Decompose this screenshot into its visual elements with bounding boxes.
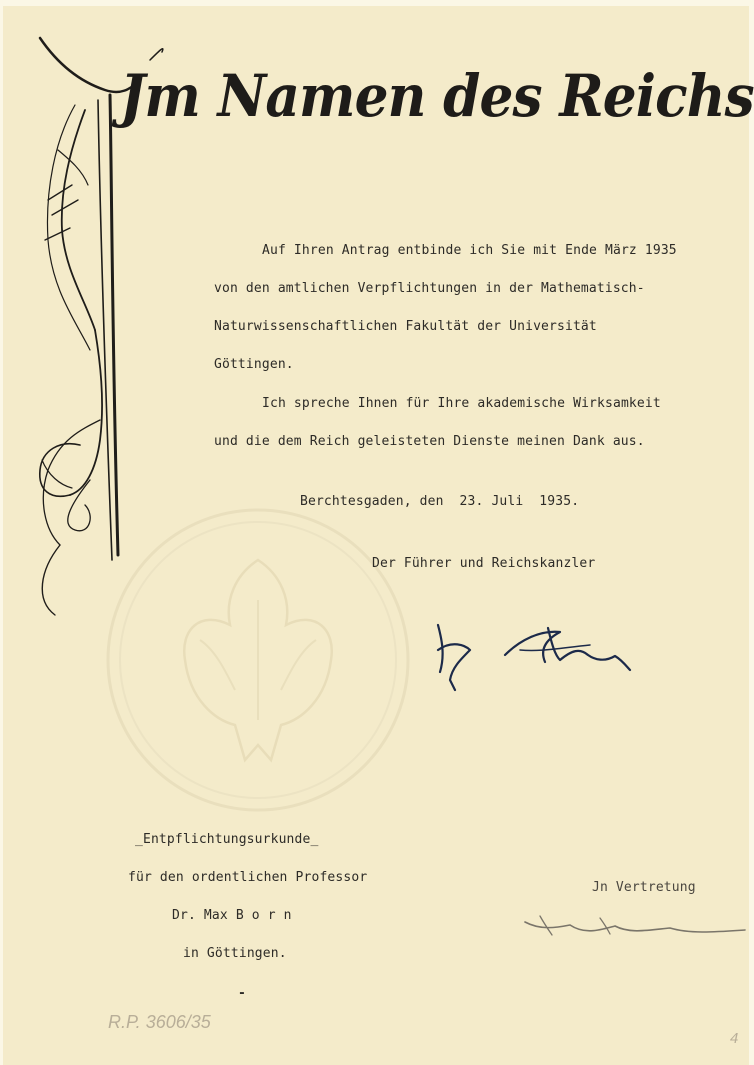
corner-mark-pencil: 4 xyxy=(730,1030,739,1047)
place-and-date: Berchtesgaden, den 23. Juli 1935. xyxy=(300,494,580,509)
signatory-title: Der Führer und Reichskanzler xyxy=(372,556,596,571)
body-line-1: Auf Ihren Antrag entbinde ich Sie mit Ende März 1935 xyxy=(262,243,677,258)
body-line-5: Ich spreche Ihnen für Ihre akademische Wirksamkeit xyxy=(262,396,661,411)
archive-number-pencil: R.P. 3606/35 xyxy=(108,1012,211,1032)
recipient-name: Dr. Max B o r n xyxy=(172,908,292,923)
footer-dash: - xyxy=(238,986,246,1001)
body-line-6: und die dem Reich geleisteten Dienste meinen Dank aus. xyxy=(214,434,645,449)
deputy-label: Jn Vertretung xyxy=(592,880,696,895)
document-heading: Jm Namen des Reichs xyxy=(120,62,754,130)
body-line-3: Naturwissenschaftlichen Fakultät der Universität xyxy=(214,319,597,334)
body-line-4: Göttingen. xyxy=(214,357,294,372)
document-type-label: _Entpflichtungsurkunde_ xyxy=(135,832,319,847)
recipient-line-1: für den ordentlichen Professor xyxy=(128,870,368,885)
recipient-location: in Göttingen. xyxy=(183,946,287,961)
body-line-2: von den amtlichen Verpflichtungen in der Mathematisch- xyxy=(214,281,645,296)
